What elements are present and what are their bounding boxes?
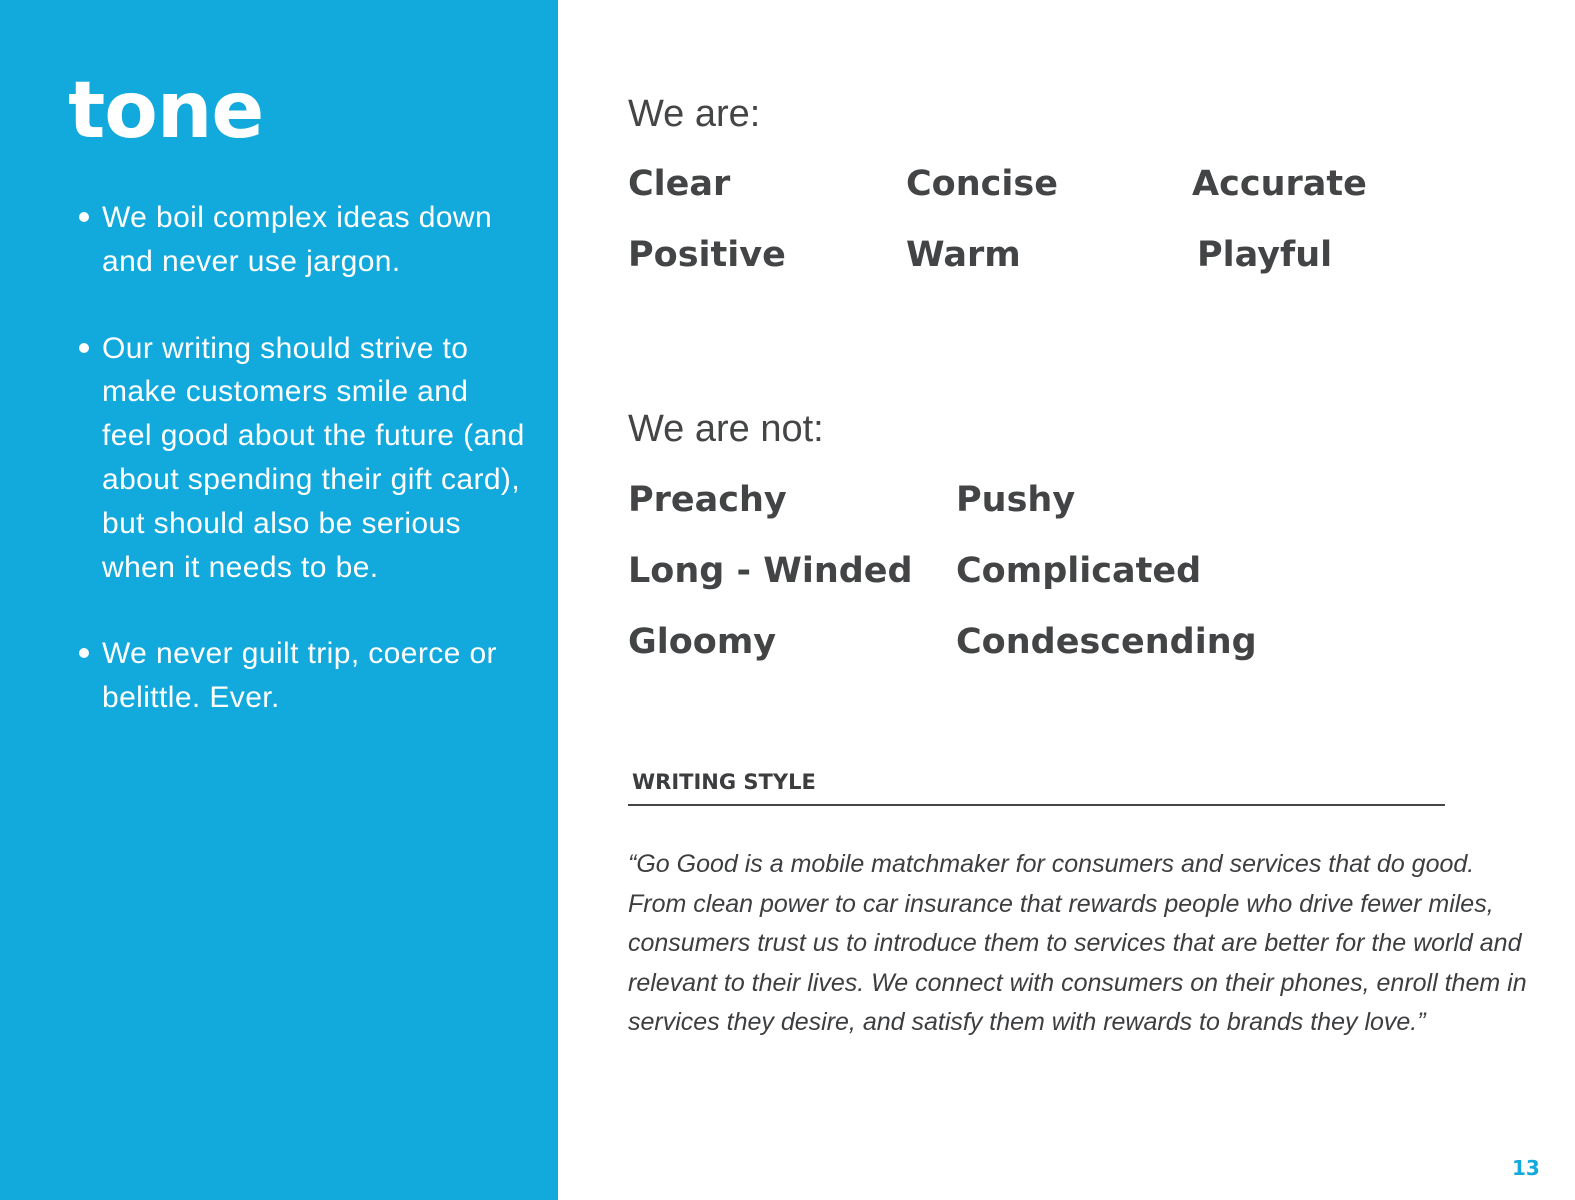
bullet-dot-icon [79, 343, 89, 353]
we-are-heading: We are: [628, 93, 761, 135]
tone-bullet [76, 196, 526, 284]
writing-style-label: WRITING STYLE [632, 770, 816, 794]
bullet-dot-icon [79, 212, 89, 222]
trait-playful: Playful [1197, 235, 1333, 275]
trait-concise: Concise [906, 164, 1058, 204]
trait-positive: Positive [628, 235, 786, 275]
trait-clear: Clear [628, 164, 731, 204]
trait-warm: Warm [906, 235, 1021, 275]
tone-bullet-text: We boil complex ideas down and never use jargon. [102, 201, 493, 278]
page-number: 13 [1512, 1156, 1540, 1180]
tone-bullet [76, 632, 526, 720]
trait-preachy: Preachy [628, 480, 787, 520]
trait-accurate: Accurate [1192, 164, 1367, 204]
trait-pushy: Pushy [956, 480, 1076, 520]
trait-complicated: Complicated [956, 551, 1202, 591]
tone-bullet-text: We never guilt trip, coerce or belittle. Ever. [102, 637, 497, 715]
trait-condescending: Condescending [956, 622, 1257, 662]
trait-gloomy: Gloomy [628, 622, 777, 662]
tone-bullet-list [76, 196, 526, 763]
tone-sidebar [0, 0, 558, 1200]
trait-long-winded: Long - Winded [628, 551, 913, 591]
tone-title: tone [68, 66, 264, 156]
writing-style-divider [628, 804, 1445, 806]
tone-bullet-text: Our writing should strive to make customers smile and feel good about the future (and about spending their gift card), but should also be serious when it needs to be. [102, 331, 525, 584]
tone-bullet [76, 327, 526, 590]
bullet-dot-icon [79, 648, 89, 658]
we-are-not-heading: We are not: [628, 408, 824, 450]
writing-style-quote: “Go Good is a mobile matchmaker for consumers and services that do good. From clean power to car insurance that rewards people who drive fewer miles, consumers trust us to introduce them to services that are better for the world and relevant to their lives. We connect with consumers on their phones, enroll them in services they desire, and satisfy them with rewards to brands they love.” [628, 850, 1527, 1036]
